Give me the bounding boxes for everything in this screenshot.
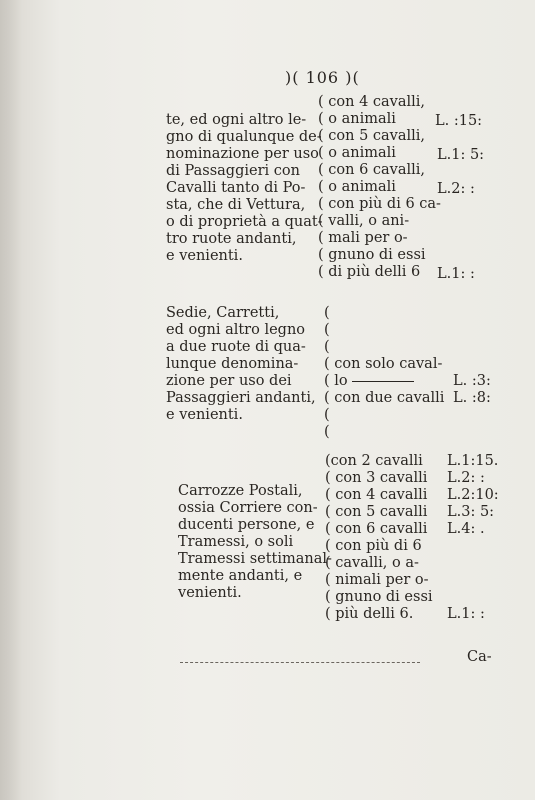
condition-line: ( o animali: [318, 111, 396, 127]
text-line: venienti.: [178, 585, 242, 601]
condition-line: [324, 373, 444, 390]
section2-conditions: [324, 305, 444, 441]
price: L.2: :: [437, 181, 475, 197]
condition-line: ( più delli 6.: [325, 606, 414, 622]
price: L.1: 5:: [437, 147, 485, 163]
text-line: sta, che di Vettura,: [166, 197, 306, 213]
price: L. :3:: [453, 373, 491, 389]
text-line: gno di qualunque de-: [166, 129, 322, 145]
leader-line: [352, 381, 414, 382]
text-line: Tramessi, o soli: [178, 534, 294, 550]
condition-line: ( con 4 cavalli: [325, 487, 428, 503]
text-line: zione per uso dei: [166, 373, 292, 389]
condition-line: ( valli, o ani-: [318, 213, 410, 229]
dashed-rule: [180, 662, 420, 664]
text-line: Tramessi settimanal-: [178, 551, 332, 567]
section1-conditions: [318, 94, 441, 281]
condition-line: ( di più delli 6: [318, 264, 421, 280]
condition-line: ( con più di 6: [325, 538, 422, 554]
condition-line: ( con 6 cavalli: [325, 521, 428, 537]
section3-conditions: [325, 453, 433, 623]
price: L.1:15.: [447, 453, 499, 469]
text-line: lunque denomina-: [166, 356, 299, 372]
condition-line: ( con 4 cavalli,: [318, 94, 426, 110]
condition-line: ( cavalli, o a-: [325, 555, 419, 571]
text-line: ossia Corriere con-: [178, 500, 318, 516]
condition-line: ( con più di 6 ca-: [318, 196, 441, 212]
price: L. :15:: [435, 113, 483, 129]
condition-line: ( gnuno di essi: [325, 589, 433, 605]
price: L.1: :: [437, 266, 475, 282]
condition-line: ( nimali per o-: [325, 572, 429, 588]
page-binding-shadow: [0, 0, 22, 800]
text-line: ducenti persone, e: [178, 517, 315, 533]
condition-line: ( o animali: [318, 179, 396, 195]
text-line: Cavalli tanto di Po-: [166, 180, 306, 196]
text-line: Passaggieri andanti,: [166, 390, 316, 406]
section1-description: [166, 112, 323, 265]
condition-line: (: [324, 407, 330, 423]
price: L.4: .: [447, 521, 485, 537]
text-line: ed ogni altro legno: [166, 322, 306, 338]
price: L.3: 5:: [447, 504, 495, 520]
text-line: di Passaggieri con: [166, 163, 300, 179]
text-line: nominazione per uso: [166, 146, 319, 162]
condition-line: ( mali per o-: [318, 230, 408, 246]
condition-text: ( lo: [324, 373, 348, 389]
catchword: Ca-: [467, 649, 492, 665]
text-line: Carrozze Postali,: [178, 483, 303, 499]
condition-line: ( con 3 cavalli: [325, 470, 428, 486]
condition-line: (: [324, 322, 330, 338]
price: L.1: :: [447, 606, 485, 622]
text-line: mente andanti, e: [178, 568, 303, 584]
text-line: tro ruote andanti,: [166, 231, 297, 247]
section3-description: [178, 483, 332, 602]
condition-line: ( o animali: [318, 145, 396, 161]
condition-line: (: [324, 305, 330, 321]
text-line: te, ed ogni altro le-: [166, 112, 307, 128]
condition-line: ( con solo caval-: [324, 356, 443, 372]
condition-line: ( con due cavalli: [324, 390, 445, 406]
condition-line: (con 2 cavalli: [325, 453, 423, 469]
condition-line: ( con 5 cavalli: [325, 504, 428, 520]
section2-description: [166, 305, 316, 424]
text-line: e venienti.: [166, 248, 243, 264]
price: L. :8:: [453, 390, 491, 406]
price: L.2:10:: [447, 487, 499, 503]
text-line: a due ruote di qua-: [166, 339, 306, 355]
text-line: o di proprietà a quat-: [166, 214, 323, 230]
text-line: e venienti.: [166, 407, 243, 423]
condition-line: (: [324, 339, 330, 355]
text-line: Sedie, Carretti,: [166, 305, 280, 321]
condition-line: (: [324, 424, 330, 440]
condition-line: ( con 6 cavalli,: [318, 162, 426, 178]
page-number: )( 106 )(: [285, 68, 360, 87]
condition-line: ( gnuno di essi: [318, 247, 426, 263]
condition-line: ( con 5 cavalli,: [318, 128, 426, 144]
price: L.2: :: [447, 470, 485, 486]
